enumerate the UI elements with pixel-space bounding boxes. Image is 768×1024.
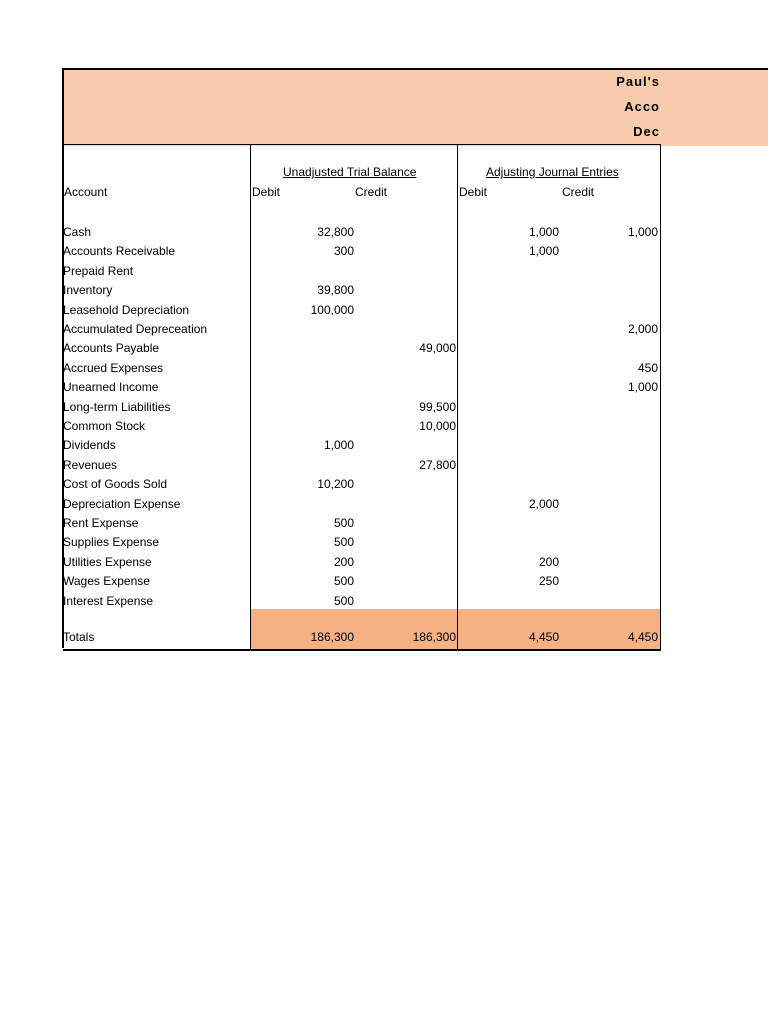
report-date: Dec	[633, 124, 660, 139]
adjusting-credit-cell: 2,000	[627, 322, 658, 336]
unadjusted-debit-cell: 500	[333, 516, 354, 530]
unadjusted-debit-cell: 39,800	[317, 283, 354, 298]
adjusting-debit-cell: 2,000	[528, 496, 559, 511]
total-unadjusted-credit: 186,300	[412, 630, 456, 644]
unadjusted-debit-cell: 500	[333, 574, 354, 589]
table-row	[63, 533, 660, 552]
group-header-adjusting: Adjusting Journal Entries	[486, 165, 619, 179]
table-row	[63, 572, 660, 591]
table-row	[63, 398, 660, 417]
title-line-3-clip	[540, 122, 660, 142]
table-row	[63, 301, 660, 320]
unadjusted-debit-cell: 1,000	[323, 438, 354, 453]
unadjusted-debit-cell: 300	[333, 244, 354, 259]
table-row	[63, 436, 660, 455]
table-row	[63, 514, 660, 533]
account-name: Unearned Income	[63, 380, 159, 395]
unadjusted-credit-cell: 27,800	[419, 457, 456, 472]
account-name: Wages Expense	[63, 574, 150, 589]
report-title: Acco	[624, 99, 660, 114]
total-unadjusted-debit: 186,300	[310, 630, 354, 644]
totals-row	[63, 628, 660, 647]
title-line-1-clip	[540, 72, 660, 92]
unadjusted-credit-cell: 10,000	[419, 419, 456, 433]
column-header-debit-adjusting: Debit	[459, 185, 488, 199]
account-name: Cost of Goods Sold	[63, 477, 168, 492]
account-name: Cash	[63, 225, 92, 239]
account-name: Depreciation Expense	[63, 496, 181, 511]
unadjusted-debit-cell: 500	[333, 593, 354, 608]
table-row	[63, 320, 660, 339]
unadjusted-debit-cell: 10,200	[317, 477, 354, 492]
adjusting-credit-cell: 450	[637, 360, 658, 375]
total-adjusting-debit: 4,450	[528, 630, 559, 644]
account-name: Rent Expense	[63, 516, 139, 530]
title-line-2-clip	[540, 97, 660, 117]
account-name: Accrued Expenses	[63, 360, 164, 375]
table-row	[63, 475, 660, 494]
unadjusted-debit-cell: 500	[333, 535, 354, 550]
table-row	[63, 417, 660, 436]
account-name: Accounts Receivable	[63, 244, 176, 259]
account-name: Supplies Expense	[63, 535, 160, 550]
table-row	[63, 359, 660, 378]
adjusting-debit-cell: 1,000	[528, 244, 559, 259]
column-header-credit-adjusting: Credit	[562, 185, 595, 199]
table-row	[63, 456, 660, 475]
adjusting-debit-cell: 1,000	[528, 225, 559, 239]
column-header-account: Account	[64, 185, 108, 199]
table-row	[63, 378, 660, 397]
table-row	[63, 223, 660, 242]
account-name: Inventory	[63, 283, 113, 298]
table-row	[63, 553, 660, 572]
table-row	[63, 281, 660, 300]
table-row	[63, 592, 660, 611]
account-name: Interest Expense	[63, 593, 154, 608]
table-row	[63, 242, 660, 261]
adjusting-debit-cell: 200	[538, 554, 559, 569]
adjusting-credit-cell: 1,000	[627, 225, 658, 239]
account-name: Accumulated Depreceation	[63, 322, 208, 336]
unadjusted-credit-cell: 99,500	[419, 399, 456, 414]
company-title: Paul's	[616, 74, 660, 89]
table-row	[63, 262, 660, 281]
column-header-credit-unadjusted: Credit	[355, 185, 388, 199]
trial-balance-sheet	[63, 144, 661, 651]
account-name: Revenues	[63, 457, 118, 472]
account-name: Dividends	[63, 438, 116, 453]
unadjusted-debit-cell: 32,800	[317, 225, 354, 239]
account-name: Long-term Liabilities	[63, 399, 171, 414]
unadjusted-debit-cell: 100,000	[310, 302, 354, 317]
table-row	[63, 495, 660, 514]
group-header-unadjusted: Unadjusted Trial Balance	[283, 165, 417, 179]
table-row	[63, 339, 660, 358]
unadjusted-credit-cell: 49,000	[419, 341, 456, 356]
title-banner	[63, 68, 768, 146]
totals-label: Totals	[63, 630, 95, 644]
unadjusted-debit-cell: 200	[333, 554, 354, 569]
account-name: Accounts Payable	[63, 341, 160, 356]
account-name: Leasehold Depreciation	[63, 302, 190, 317]
column-header-debit-unadjusted: Debit	[252, 185, 281, 199]
account-name: Common Stock	[63, 419, 146, 433]
total-adjusting-credit: 4,450	[627, 630, 658, 644]
adjusting-credit-cell: 1,000	[627, 380, 658, 395]
account-name: Prepaid Rent	[63, 263, 134, 278]
account-name: Utilities Expense	[63, 554, 152, 569]
adjusting-debit-cell: 250	[538, 574, 559, 589]
